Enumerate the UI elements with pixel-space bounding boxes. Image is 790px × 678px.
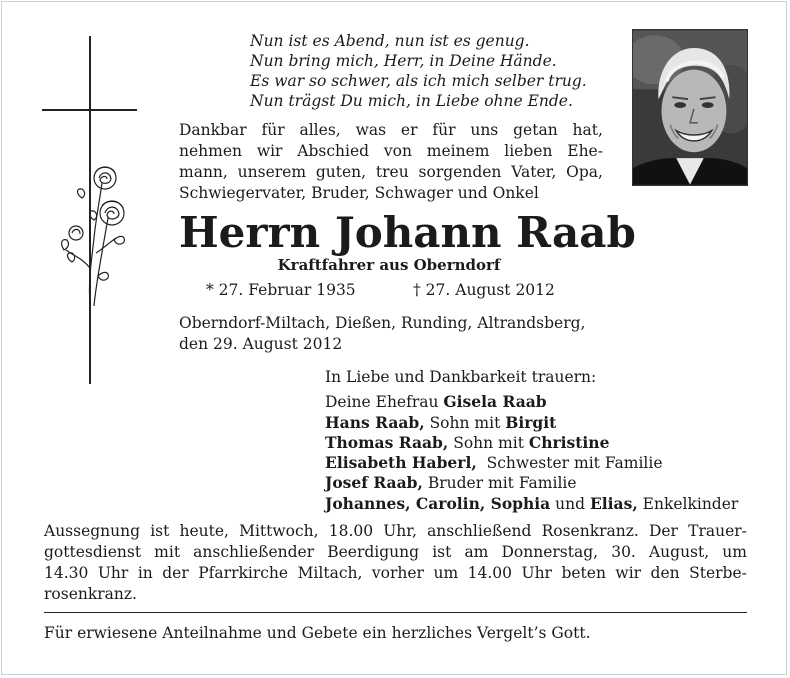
word: Sterbe- — [689, 564, 747, 582]
cross-icon-bar — [42, 109, 137, 111]
intro-paragraph — [179, 120, 603, 204]
word: ist — [150, 522, 170, 540]
word: was — [355, 121, 387, 139]
intro-line — [179, 120, 603, 141]
mourner-name: Johannes, Carolin, Sophia — [325, 493, 551, 513]
mourner-line — [325, 473, 765, 493]
word: ist — [432, 543, 452, 561]
portrait-photo — [632, 29, 748, 186]
funeral-line — [44, 542, 747, 563]
word: Beerdigung — [327, 543, 420, 561]
poem-line: Es war so schwer, als ich mich selber trug. — [250, 72, 587, 90]
word: lieben — [504, 142, 553, 160]
word: um — [722, 543, 747, 561]
occupation: Kraftfahrer aus Oberndorf — [277, 256, 501, 274]
word: der — [162, 564, 189, 582]
word: Aussegnung — [44, 522, 141, 540]
word: den — [650, 564, 680, 582]
mourner-name: Christine — [528, 432, 610, 452]
funeral-line — [44, 563, 747, 584]
word: nehmen — [179, 142, 242, 160]
word: für — [432, 121, 456, 139]
word: Trauer- — [688, 522, 747, 540]
mourner-name: Birgit — [505, 412, 557, 432]
mourner-line — [325, 392, 765, 412]
word: Dankbar — [179, 121, 247, 139]
thanks-note: Für erwiesene Anteilnahme und Gebete ein herzliches Vergelt’s Gott. — [44, 624, 591, 642]
mourner-name: Josef Raab, — [325, 473, 423, 493]
word: heute, — [179, 522, 229, 540]
mourners-intro: In Liebe und Dankbarkeit trauern: — [325, 368, 597, 386]
word: wir — [256, 142, 283, 160]
mourner-line — [325, 413, 765, 433]
mourner-line — [325, 494, 765, 514]
word: Opa, — [566, 163, 603, 181]
word: von — [383, 142, 412, 160]
word: um — [433, 564, 459, 582]
word: vorher — [371, 564, 424, 582]
place-line: den 29. August 2012 — [179, 335, 343, 353]
poem-line: Nun trägst Du mich, in Liebe ohne Ende. — [250, 92, 573, 110]
word: sorgenden — [418, 163, 502, 181]
word: getan — [513, 121, 558, 139]
funeral-line — [44, 521, 747, 542]
word: hat, — [572, 121, 603, 139]
funeral-line: rosenkranz. — [44, 585, 137, 603]
mourner-relation: und — [550, 494, 590, 513]
mourners-list — [325, 367, 765, 514]
word: Uhr — [521, 564, 552, 582]
word: Miltach, — [297, 564, 363, 582]
poem — [250, 31, 600, 111]
word: treu — [375, 163, 409, 181]
word: guten, — [315, 163, 367, 181]
death-date: † 27. August 2012 — [413, 281, 555, 299]
word: Vater, — [511, 163, 557, 181]
word: 14.30 — [44, 564, 89, 582]
word: wir — [615, 564, 642, 582]
funeral-notice — [44, 521, 747, 605]
word: mann, — [179, 163, 228, 181]
mourner-line — [325, 453, 765, 473]
word: Mittwoch, — [239, 522, 319, 540]
mourner-relation: Sohn mit — [448, 433, 529, 452]
word: 18.00 — [328, 522, 374, 540]
mourner-relation: Deine Ehefrau — [325, 393, 444, 412]
poem-line: Nun bring mich, Herr, in Deine Hände. — [250, 52, 557, 70]
word: alles, — [299, 121, 341, 139]
word: Uhr — [97, 564, 129, 582]
intro-line — [179, 141, 603, 162]
word: am — [464, 543, 489, 561]
intro-line — [179, 162, 603, 183]
mourner-name: Gisela Raab — [443, 392, 547, 412]
mourner-name: Thomas Raab, — [325, 432, 449, 452]
word: 30. — [611, 543, 636, 561]
mourner-relation: Schwester mit Familie — [476, 454, 663, 473]
word: Pfarrkirche — [198, 564, 289, 582]
word: er — [400, 121, 418, 139]
word: in — [137, 564, 153, 582]
word: uns — [470, 121, 499, 139]
word: Donnerstag, — [501, 543, 599, 561]
mourner-name: Elias, — [589, 493, 638, 513]
intro-line: Schwiegervater, Bruder, Schwager und Onkel — [179, 184, 539, 202]
mourner-line — [325, 433, 765, 453]
roses-icon — [52, 158, 137, 308]
mourner-relation: Bruder mit Familie — [422, 474, 577, 493]
word: Uhr, — [383, 522, 417, 540]
word: anschließend — [427, 522, 532, 540]
word: Rosenkranz. — [541, 522, 639, 540]
mourner-name: Hans Raab, — [325, 412, 425, 432]
mourner-relation: Enkelkinder — [637, 494, 739, 513]
word: Abschied — [297, 142, 370, 160]
word: unserem — [237, 163, 307, 181]
word: meinem — [426, 142, 490, 160]
poem-line: Nun ist es Abend, nun ist es genug. — [250, 32, 530, 50]
word: Der — [648, 522, 678, 540]
birth-date: * 27. Februar 1935 — [206, 281, 356, 299]
word: 14.00 — [467, 564, 513, 582]
word: gottesdienst — [44, 543, 142, 561]
word: mit — [154, 543, 181, 561]
place-date — [179, 313, 619, 355]
word: anschließender — [193, 543, 315, 561]
place-line: Oberndorf-Miltach, Dießen, Runding, Altrandsberg, — [179, 314, 586, 332]
word: Ehe- — [567, 142, 603, 160]
word: August, — [648, 543, 710, 561]
mourner-name: Elisabeth Haberl, — [325, 453, 477, 473]
deceased-name: Herrn Johann Raab — [179, 208, 636, 257]
divider — [44, 612, 747, 613]
word: beten — [561, 564, 606, 582]
mourner-relation: Sohn mit — [424, 413, 506, 432]
word: für — [261, 121, 285, 139]
